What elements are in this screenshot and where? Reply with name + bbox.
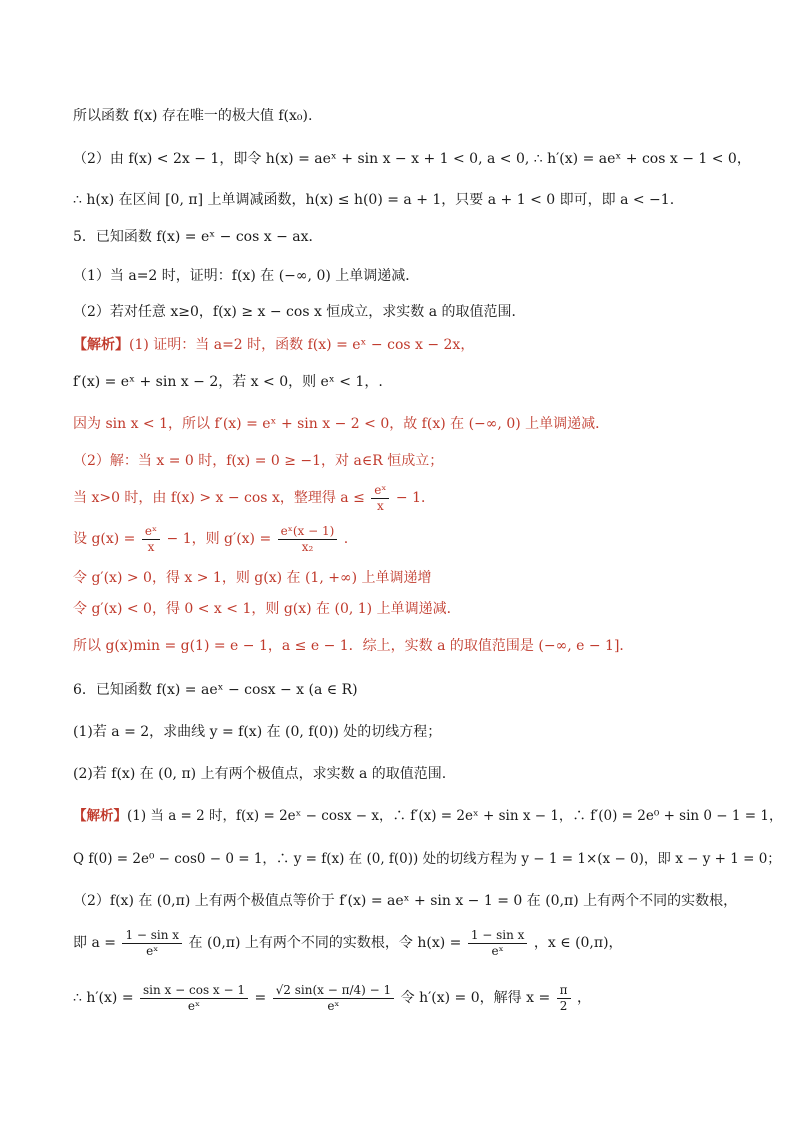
denominator: eˣ [327,998,340,1013]
text: 令 g′(x) > 0，得 x > 1，则 g(x) 在 (1, +∞) 上单调递增 [73,570,432,586]
text: 因为 sin x < 1，所以 f′(x) = eˣ + sin x − 2 < 0，故 f(x) 在 (−∞, 0) 上单调递减． [73,416,610,432]
fraction [371,483,389,514]
text: （2）由 f(x) < 2x − 1，即令 h(x) = aeˣ + sin x − x + 1 < 0, a < 0, ∴ h′(x) = aeˣ + cos x − 1 < 0， [73,151,751,167]
text: （2）解：当 x = 0 时，f(x) = 0 ≥ −1，对 a∈R 恒成立； [73,453,444,469]
solution-6-line-4 [73,925,754,961]
denominator: x₂ [301,539,314,554]
problem-6-part-2 [73,764,754,784]
numerator: √2 sin(x − π/4) − 1 [273,983,395,999]
text: (1)若 a = 2，求曲线 y = f(x) 在 (0, f(0)) 处的切线方程； [73,724,442,740]
solution-5-line-3 [73,414,754,434]
solution-5-line-8 [73,599,754,619]
text: 即 a = [73,935,116,951]
problem-5-part-2 [73,302,754,322]
problem-5-part-1 [73,266,754,286]
text: （2）若对任意 x≥0，f(x) ≥ x − cos x 恒成立，求实数 a 的取值范围． [73,304,526,320]
numerator: 1 − sin x [122,928,182,944]
solution-5-line-2 [73,372,754,392]
fraction [122,928,182,959]
fraction [468,928,528,959]
denominator: eˣ [146,943,159,958]
numerator: eˣ(x − 1) [278,524,338,540]
text: 在 (0,π) 上有两个不同的实数根，令 h(x) = [188,935,462,951]
numerator: sin x − cos x − 1 [140,983,248,999]
text: . [343,531,349,547]
denominator: x [147,539,155,554]
fraction [142,524,160,555]
text: = [254,990,267,1006]
text: 令 h′(x) = 0，解得 x = [400,990,551,1006]
fraction [140,983,248,1014]
text: 当 x>0 时，由 f(x) > x − cos x，整理得 a ≤ [73,490,365,506]
solution-5-line-1 [73,335,754,355]
numerator: eˣ [142,524,160,540]
solution-6-line-1 [73,806,783,826]
text: (1) 证明：当 a=2 时，函数 f(x) = eˣ − cos x − 2x， [129,337,475,353]
text: ∴ h(x) 在区间 [0, π] 上单调减函数，h(x) ≤ h(0) = a + 1，只要 a + 1 < 0 即可，即 a < −1. [73,192,675,208]
fraction [278,524,338,555]
numerator: eˣ [371,483,389,499]
problem-6-heading [73,680,754,700]
line-1 [73,106,754,126]
text: 所以 g(x)min = g(1) = e − 1，a ≤ e − 1．综上，实数 a 的取值范围是 (−∞, e − 1]． [73,638,634,654]
text: ，x ∈ (0,π)， [533,935,623,951]
fraction [557,983,571,1014]
solution-6-line-5 [73,976,754,1020]
solution-5-line-7 [73,568,754,588]
solution-5-line-9 [73,636,754,656]
problem-5-heading [73,227,754,247]
text: （2）f(x) 在 (0,π) 上有两个极值点等价于 f′(x) = aeˣ + sin x − 1 = 0 在 (0,π) 上有两个不同的实数根， [73,893,738,909]
denominator: eˣ [187,998,201,1013]
text: (1) 当 a = 2 时，f(x) = 2eˣ − cosx − x，∴ f′(x) = 2eˣ + sin x − 1，∴ f′(0) = 2e⁰ + sin 0 − 1 = 1， [127,808,783,824]
numerator: 1 − sin x [468,928,528,944]
line-3 [73,190,754,210]
denominator: x [376,498,384,513]
text: （1）当 a=2 时，证明：f(x) 在 (−∞, 0) 上单调递减． [73,268,420,284]
text: 设 g(x) = [73,531,136,547]
solution-5-line-5 [73,480,754,516]
problem-6-part-1 [73,722,754,742]
numerator: π [557,983,571,999]
text: ， [576,990,591,1006]
text: f′(x) = eˣ + sin x − 2，若 x < 0，则 eˣ < 1，. [73,374,383,390]
text: Q f(0) = 2e⁰ − cos0 − 0 = 1，∴ y = f(x) 在 (0, f(0)) 处的切线方程为 y − 1 = 1×(x − 0)，即 x − y + 1 = 0； [73,851,781,867]
denominator: 2 [559,998,568,1013]
denominator: eˣ [491,943,504,958]
line-2 [73,149,754,169]
text: − 1． [395,490,436,506]
solution-5-line-4 [73,451,754,471]
solution-6-line-2 [73,849,781,869]
text: (2)若 f(x) 在 (0, π) 上有两个极值点，求实数 a 的取值范围. [73,766,447,782]
solution-6-line-3 [73,891,754,911]
text: ∴ h′(x) = [73,990,134,1006]
text: 6．已知函数 f(x) = aeˣ − cosx − x (a ∈ R) [73,682,358,698]
text: 所以函数 f(x) 存在唯一的极大值 f(x₀). [73,108,313,124]
solution-tag: 【解析】 [73,808,127,824]
fraction [273,983,395,1014]
solution-tag: 【解析】 [73,337,129,353]
text: − 1，则 g′(x) = [166,531,272,547]
text: 5．已知函数 f(x) = eˣ − cos x − ax． [73,229,323,245]
text: 令 g′(x) < 0，得 0 < x < 1，则 g(x) 在 (0, 1) 上单调递减． [73,601,461,617]
solution-5-line-6 [73,521,754,557]
